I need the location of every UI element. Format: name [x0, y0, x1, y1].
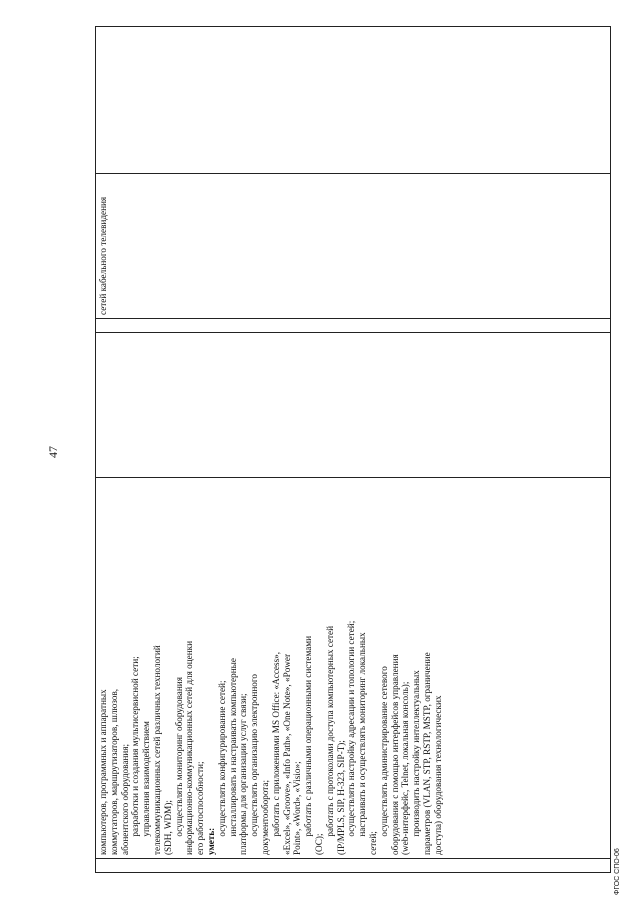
- table-cell-empty: [96, 859, 611, 873]
- skills-text: [96, 478, 444, 858]
- skills-line: управления взаимодействием: [141, 721, 152, 855]
- skills-line: информационно-коммуникационных сетей для оценки: [184, 640, 195, 855]
- skills-line: абонентского оборудования;: [119, 743, 130, 855]
- skills-line: сетей;: [367, 831, 378, 855]
- table-cell-empty: [96, 333, 611, 478]
- table-cell-empty: [96, 319, 611, 333]
- skills-line: работать с протоколами доступа компьютерных сетей: [324, 625, 335, 855]
- skills-line: работать с различными операционными системами: [303, 635, 314, 855]
- skills-line: производить настройку интеллектуальных: [411, 670, 422, 855]
- cable-tv-text: сетей кабельного телевидения: [98, 196, 108, 315]
- table-cell-empty: [96, 27, 611, 174]
- skills-line: (IP/MPLS, SIP, H-323, SIP-T);: [335, 740, 346, 855]
- skills-line: осуществлять организацию электронного: [249, 674, 260, 855]
- skills-line: его работоспособности;: [195, 761, 206, 855]
- skills-line: инсталлировать и настраивать компьютерные: [227, 658, 238, 855]
- skills-line: осуществлять администрирование сетевого: [378, 666, 389, 855]
- skills-line: (SDH, WDM);: [162, 800, 173, 855]
- footer-code: ФГОС СПО-06: [614, 848, 621, 895]
- skills-line: «Excel», «Groove», «Info Path», «One Note», «Power: [281, 653, 292, 855]
- skills-line: компьютеров, программных и аппаратных: [98, 689, 108, 855]
- skills-line: оборудования с помощью интерфейсов управления: [389, 654, 400, 855]
- skills-line: (web-интерфейс, Telnet, локальная консоль);: [400, 681, 411, 855]
- skills-line: параметров (VLAN, STP, RSTP, MSTP, ограничение: [421, 652, 432, 855]
- skills-line: осуществлять конфигурирование сетей;: [216, 680, 227, 855]
- skills-line: телекоммуникационных сетей различных технологий: [151, 645, 162, 855]
- skills-line: коммутаторов, маршрутизаторов, шлюзов,: [108, 688, 119, 855]
- table-row: [96, 27, 611, 873]
- skills-line: осуществлять мониторинг оборудования: [173, 677, 184, 855]
- skills-line: разработки и создания мультисервисной сети;: [130, 656, 141, 855]
- skills-line: работать с приложениями MS Office: «Access»,: [270, 651, 281, 855]
- skills-line: уметь:: [205, 827, 216, 855]
- skills-line: (ОС);: [313, 833, 324, 855]
- skills-line: осуществлять настройку адресации и топологии сетей;: [346, 620, 357, 855]
- skills-line: документооборота;: [259, 779, 270, 855]
- standards-table: [95, 26, 611, 873]
- skills-line: платформы для организации услуг связи;: [238, 693, 249, 855]
- skills-line: настраивать и осуществлять мониторинг локальных: [357, 632, 368, 855]
- skills-line: Point», «Word», «Visio»;: [292, 761, 303, 855]
- skills-cell: [96, 478, 611, 859]
- page-number: 47: [46, 446, 60, 458]
- cable-tv-cell: [96, 174, 611, 319]
- skills-line: доступа) оборудования технологических: [432, 695, 443, 855]
